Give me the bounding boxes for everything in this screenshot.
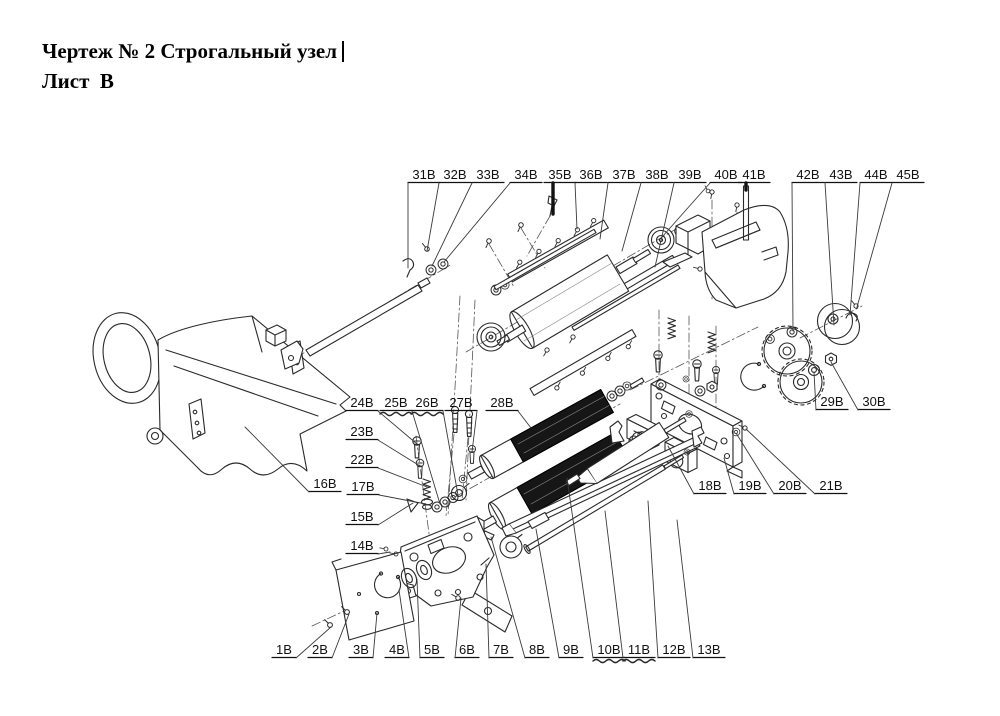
svg-text:36В: 36В (579, 167, 603, 182)
part-label-25В (380, 395, 440, 504)
part-label-45В (857, 167, 924, 307)
dust-hood-part (84, 305, 350, 475)
svg-text:27В: 27В (449, 395, 473, 410)
svg-text:4В: 4В (389, 642, 405, 657)
svg-text:21В: 21В (819, 478, 843, 493)
svg-text:19В: 19В (738, 478, 762, 493)
svg-text:34В: 34В (514, 167, 538, 182)
svg-text:30В: 30В (862, 394, 886, 409)
svg-text:24В: 24В (350, 395, 374, 410)
part-label-13В (677, 520, 725, 658)
part-label-28В (486, 395, 531, 428)
part-label-14В (346, 538, 390, 554)
svg-text:38В: 38В (645, 167, 669, 182)
svg-text:43В: 43В (829, 167, 853, 182)
svg-text:9В: 9В (563, 642, 579, 657)
part-label-2В (308, 614, 349, 658)
svg-text:8В: 8В (529, 642, 545, 657)
svg-text:29В: 29В (820, 394, 844, 409)
part-label-35В (544, 167, 576, 214)
svg-text:37В: 37В (612, 167, 636, 182)
part-label-44В (850, 167, 892, 315)
svg-text:12В: 12В (662, 642, 686, 657)
svg-text:42В: 42В (796, 167, 820, 182)
cutter-head-assembly (477, 196, 683, 395)
svg-text:45В: 45В (896, 167, 920, 182)
svg-text:25В: 25В (384, 395, 408, 410)
sprocket-pulley-group (741, 299, 860, 405)
part-label-11В (605, 511, 655, 663)
svg-text:11В: 11В (627, 642, 651, 657)
svg-text:13В: 13В (697, 642, 721, 657)
right-side-plate-assembly (627, 318, 748, 478)
svg-text:23В: 23В (350, 424, 374, 439)
svg-text:40В: 40В (714, 167, 738, 182)
part-label-31В (408, 167, 440, 268)
svg-text:1В: 1В (276, 642, 292, 657)
part-label-36В (575, 167, 607, 229)
belt-cover-group (663, 185, 788, 308)
svg-text:41В: 41В (742, 167, 766, 182)
svg-text:7В: 7В (493, 642, 509, 657)
drawing-title-line1: Чертеж № 2 Строгальный узел (42, 39, 337, 63)
svg-text:44В: 44В (864, 167, 888, 182)
svg-text:20В: 20В (778, 478, 802, 493)
svg-text:26В: 26В (415, 395, 439, 410)
fastener-stack-group (407, 406, 476, 512)
svg-text:28В: 28В (490, 395, 514, 410)
svg-text:22В: 22В (350, 452, 374, 467)
svg-text:33В: 33В (476, 167, 500, 182)
svg-text:17В: 17В (351, 479, 375, 494)
svg-text:10В: 10В (597, 642, 621, 657)
left-side-plate-assembly (323, 516, 512, 640)
svg-text:3В: 3В (353, 642, 369, 657)
svg-text:5В: 5В (424, 642, 440, 657)
drawing-sheet-label: Лист В (42, 69, 114, 93)
svg-text:39В: 39В (678, 167, 702, 182)
svg-text:18В: 18В (698, 478, 722, 493)
svg-text:14В: 14В (350, 538, 374, 553)
part-label-9В (536, 529, 583, 658)
part-label-41В (738, 167, 770, 190)
svg-text:2В: 2В (312, 642, 328, 657)
svg-text:32В: 32В (443, 167, 467, 182)
part-label-17В (347, 479, 426, 504)
svg-text:16В: 16В (313, 476, 337, 491)
part-label-29В (814, 372, 848, 410)
part-label-42В (792, 167, 824, 331)
part-label-15В (346, 503, 413, 525)
svg-text:15В: 15В (350, 509, 374, 524)
part-label-27В (445, 395, 477, 452)
svg-text:35В: 35В (548, 167, 572, 182)
svg-text:31В: 31В (412, 167, 436, 182)
svg-text:6В: 6В (459, 642, 475, 657)
